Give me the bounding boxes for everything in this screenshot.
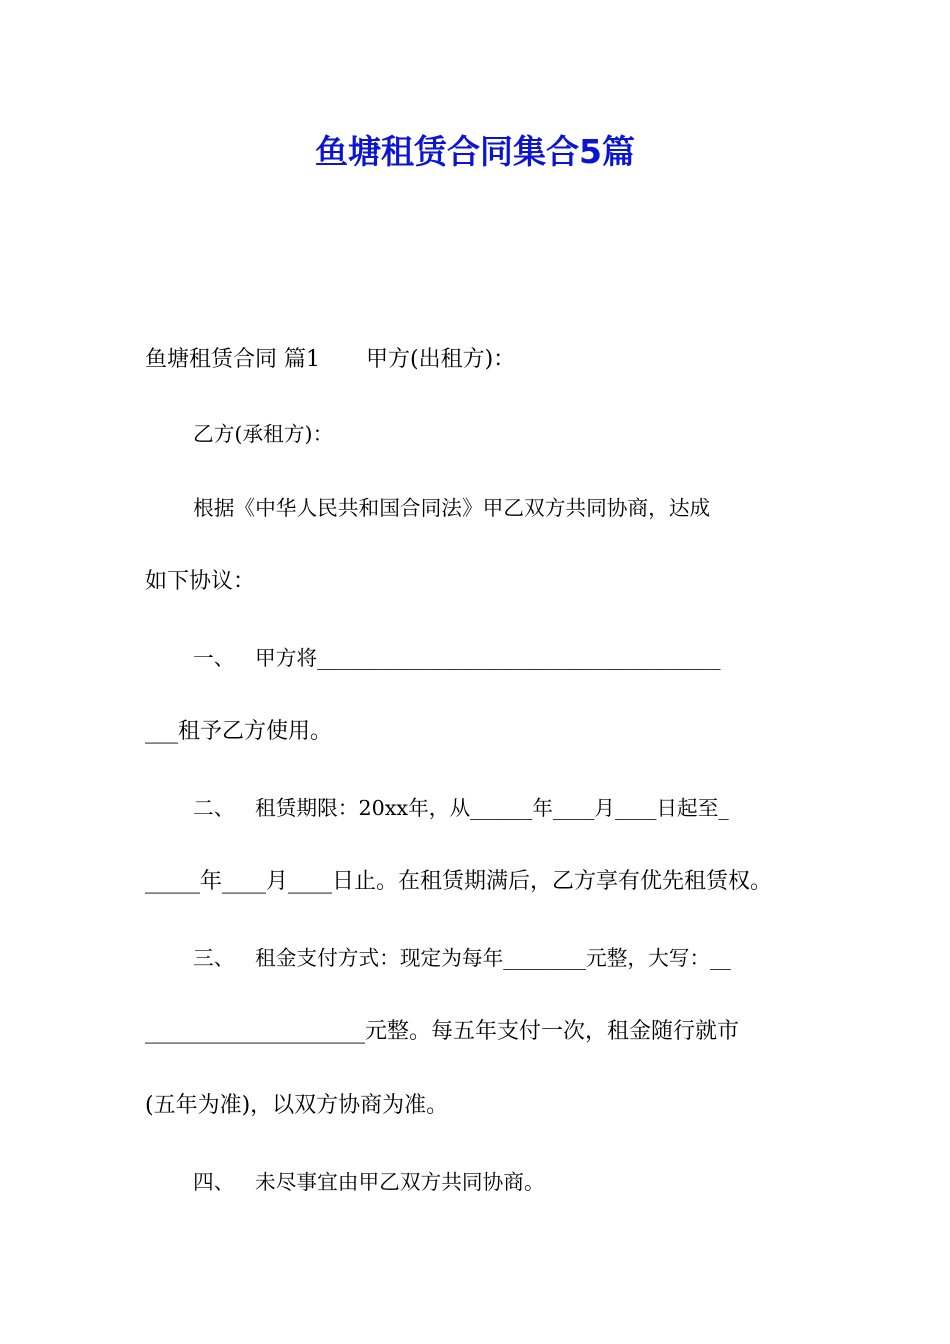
clause-2-line-2: _____年____月____日止。在租赁期满后，乙方享有优先租赁权。 — [145, 869, 773, 894]
clause-2-line-1 — [145, 792, 853, 824]
party-b-label: 乙方(承租方)： — [193, 422, 334, 446]
clause-1-line-2: ___租予乙方使用。 — [145, 719, 333, 744]
basis-paragraph-line-2: 如下协议： — [145, 569, 256, 594]
clause-text: 租赁期限：20xx年，从______年____月____日起至_ — [255, 796, 729, 820]
contract-heading-line — [145, 344, 805, 376]
clause-number: 一、 — [193, 646, 235, 670]
clause-3-line-3: (五年为准)，以双方协商为准。 — [145, 1093, 449, 1118]
clause-4-line-1 — [145, 1166, 853, 1198]
clause-number: 四、 — [193, 1170, 235, 1194]
party-a-label: 甲方(出租方)： — [366, 347, 516, 372]
contract-section-heading: 鱼塘租赁合同 篇1 — [145, 347, 320, 372]
clause-text: 租金支付方式：现定为每年________元整，大写：__ — [255, 946, 731, 970]
clause-text: 甲方将_______________________________________ — [255, 646, 721, 670]
clause-text: 未尽事宜由甲乙双方共同协商。 — [255, 1170, 545, 1194]
basis-paragraph-line-1: 根据《中华人民共和国合同法》甲乙双方共同协商，达成 — [193, 496, 711, 520]
clause-1-line-1 — [145, 642, 853, 674]
clause-3-line-2: ____________________元整。每五年支付一次，租金随行就市 — [145, 1019, 740, 1044]
document-title: 鱼塘租赁合同集合5篇 — [315, 132, 635, 171]
clause-3-line-1 — [145, 942, 853, 974]
clause-number: 三、 — [193, 946, 235, 970]
clause-number: 二、 — [193, 796, 235, 820]
